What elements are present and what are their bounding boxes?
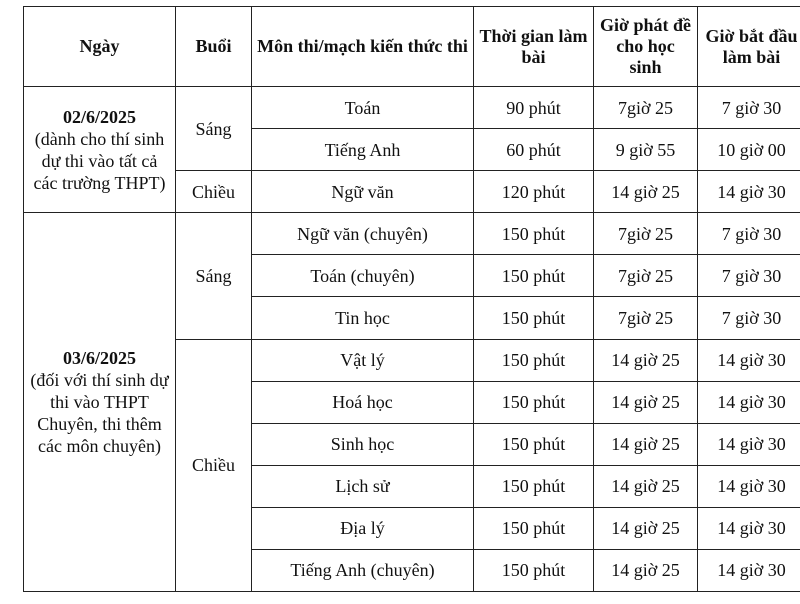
subject-cell: Vật lý [252,339,474,381]
start-time-cell: 14 giờ 30 [698,549,800,591]
subject-cell: Ngữ văn [252,171,474,213]
handout-time-cell: 7giờ 25 [594,213,698,255]
date-cell-group-2 [24,213,176,592]
duration-cell: 150 phút [474,339,594,381]
date-label: 03/6/2025 [62,348,136,369]
duration-cell: 120 phút [474,171,594,213]
start-time-cell: 14 giờ 30 [698,423,800,465]
start-time-cell: 14 giờ 30 [698,339,800,381]
table-row [24,213,800,255]
session-cell: Sáng [176,213,252,339]
subject-cell: Ngữ văn (chuyên) [252,213,474,255]
handout-time-cell: 14 giờ 25 [594,465,698,507]
subject-cell: Sinh học [252,423,474,465]
duration-cell: 150 phút [474,213,594,255]
date-label: 02/6/2025 [62,106,136,127]
duration-cell: 150 phút [474,297,594,339]
subject-cell: Tiếng Anh [252,129,474,171]
duration-cell: 150 phút [474,507,594,549]
header-session: Buổi [176,7,252,87]
start-time-cell: 7 giờ 30 [698,297,800,339]
start-time-cell: 14 giờ 30 [698,171,800,213]
handout-time-cell: 14 giờ 25 [594,423,698,465]
start-time-cell: 7 giờ 30 [698,87,800,129]
subject-cell: Toán [252,87,474,129]
subject-cell: Lịch sử [252,465,474,507]
duration-cell: 150 phút [474,423,594,465]
table-header-row [24,7,800,87]
subject-cell: Địa lý [252,507,474,549]
subject-cell: Tiếng Anh (chuyên) [252,549,474,591]
header-duration: Thời gian làm bài [474,7,594,87]
handout-time-cell: 14 giờ 25 [594,171,698,213]
handout-time-cell: 14 giờ 25 [594,339,698,381]
header-start-time: Giờ bắt đầu làm bài [698,7,800,87]
subject-cell: Tin học [252,297,474,339]
start-time-cell: 7 giờ 30 [698,213,800,255]
duration-cell: 150 phút [474,381,594,423]
handout-time-cell: 14 giờ 25 [594,507,698,549]
start-time-cell: 14 giờ 30 [698,381,800,423]
handout-time-cell: 7giờ 25 [594,87,698,129]
header-date: Ngày [24,7,176,87]
start-time-cell: 7 giờ 30 [698,255,800,297]
table-row [24,87,800,129]
duration-cell: 150 phút [474,549,594,591]
handout-time-cell: 14 giờ 25 [594,381,698,423]
session-cell: Chiều [176,171,252,213]
start-time-cell: 14 giờ 30 [698,465,800,507]
subject-cell: Hoá học [252,381,474,423]
start-time-cell: 10 giờ 00 [698,129,800,171]
subject-cell: Toán (chuyên) [252,255,474,297]
duration-cell: 90 phút [474,87,594,129]
start-time-cell: 14 giờ 30 [698,507,800,549]
handout-time-cell: 14 giờ 25 [594,549,698,591]
handout-time-cell: 7giờ 25 [594,297,698,339]
session-cell: Sáng [176,87,252,171]
date-note: (dành cho thí sinh dự thi vào tất cả các trường THPT) [33,128,166,193]
duration-cell: 150 phút [474,255,594,297]
duration-cell: 60 phút [474,129,594,171]
handout-time-cell: 9 giờ 55 [594,129,698,171]
session-cell: Chiều [176,339,252,592]
header-handout-time: Giờ phát đề cho học sinh [594,7,698,87]
header-subject: Môn thi/mạch kiến thức thi [252,7,474,87]
duration-cell: 150 phút [474,465,594,507]
exam-schedule-table [23,6,800,592]
date-note: (đối với thí sinh dự thi vào THPT Chuyên, thi thêm các môn chuyên) [30,370,169,457]
date-cell-group-1 [24,87,176,213]
handout-time-cell: 7giờ 25 [594,255,698,297]
